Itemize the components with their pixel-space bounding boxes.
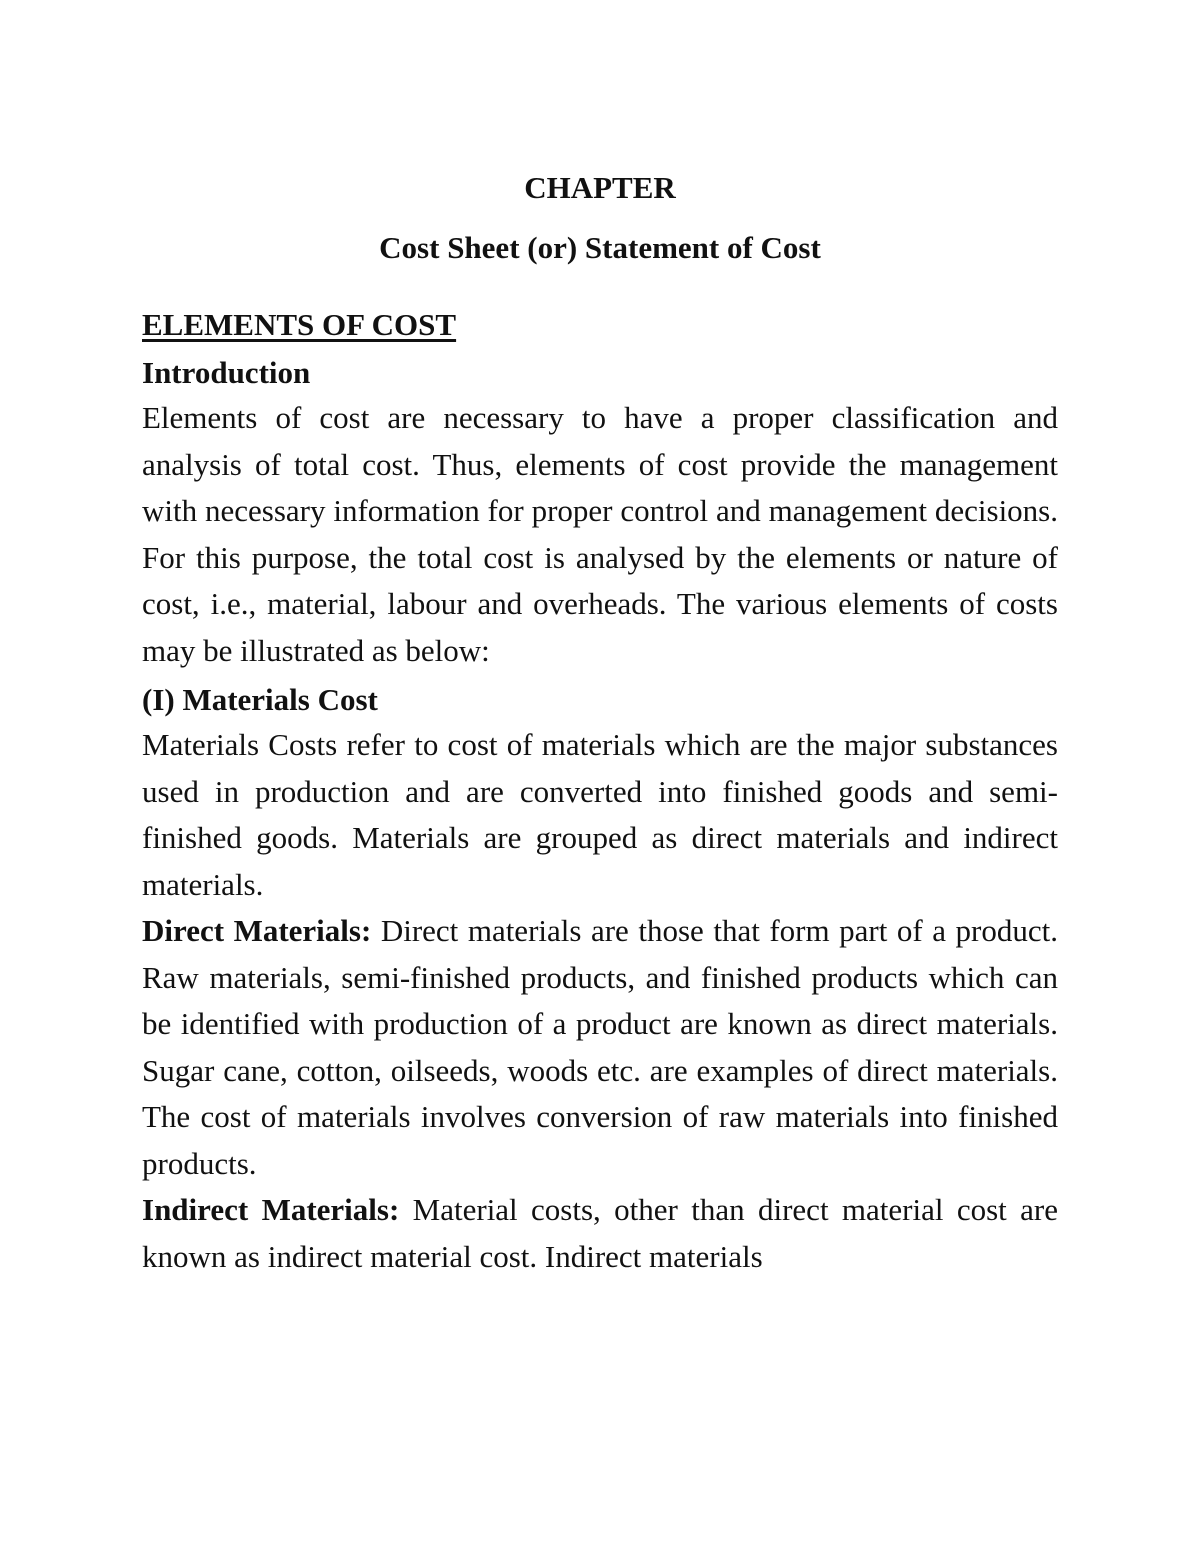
section-heading: ELEMENTS OF COST (142, 307, 457, 342)
direct-materials-text: Direct materials are those that form part of a product. Raw materials, semi-finished products, and finished products which can be identified with production of a product are known as direct materials. Sugar cane, cotton, oilseeds, woods etc. are examples of direct materials. The cost of materials involves conversion of raw materials into finished products. (142, 913, 1058, 1181)
indirect-materials-paragraph (142, 1187, 1058, 1280)
materials-cost-heading: (I) Materials Cost (142, 682, 378, 717)
direct-materials-term: Direct Materials: (142, 913, 372, 948)
direct-materials-paragraph (142, 908, 1058, 1187)
indirect-materials-term: Indirect Materials: (142, 1192, 400, 1227)
chapter-label: CHAPTER (524, 170, 676, 205)
chapter-title: Cost Sheet (or) Statement of Cost (379, 230, 821, 265)
introduction-heading: Introduction (142, 355, 311, 390)
document-page (142, 166, 1058, 1280)
materials-cost-paragraph: Materials Costs refer to cost of materials which are the major substances used in production and are converted into finished goods and semi-finished goods. Materials are grouped as direct materials and indirect materials. (142, 727, 1058, 902)
indirect-materials-text: Material costs, other than direct material cost are known as indirect material cost. Indirect materials (142, 1192, 1059, 1274)
introduction-paragraph: Elements of cost are necessary to have a proper classification and analysis of total cost. Thus, elements of cost provide the management with necessary information for proper control and management decisions. For this purpose, the total cost is analysed by the elements or nature of cost, i.e., material, labour and overheads. The various elements of costs may be illustrated as below: (142, 400, 1058, 668)
